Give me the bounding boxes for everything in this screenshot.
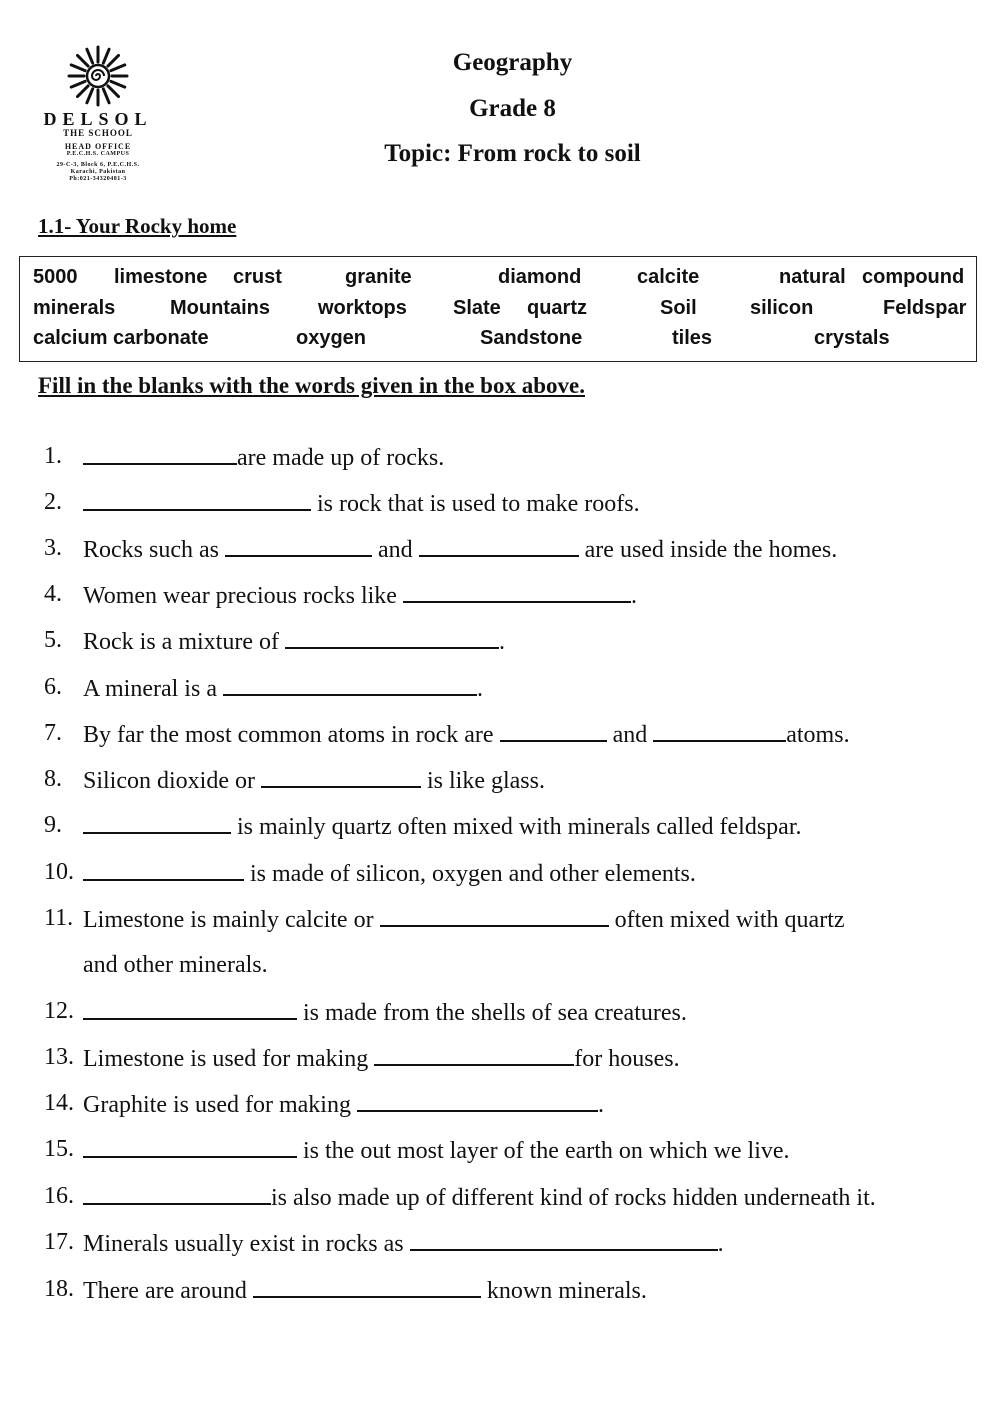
question-text: There are around known minerals. — [83, 1274, 647, 1306]
logo-campus: P.E.C.H.S. CAMPUS — [66, 151, 130, 157]
word-item: calcium carbonate — [33, 327, 209, 349]
logo-address-2: Karachi, Pakistan — [70, 169, 126, 175]
word-item: minerals — [33, 297, 116, 319]
answer-blank[interactable] — [83, 441, 237, 465]
sun-spiral-icon — [66, 44, 130, 108]
question-number: 5. — [44, 627, 62, 653]
answer-blank[interactable] — [253, 1274, 481, 1298]
question-text: Minerals usually exist in rocks as . — [83, 1227, 724, 1259]
word-item: granite — [345, 266, 412, 288]
word-item: tiles — [672, 327, 713, 349]
word-item: worktops — [318, 297, 407, 319]
question-number: 11. — [44, 905, 74, 931]
answer-blank[interactable] — [419, 533, 579, 557]
word-box — [19, 256, 977, 362]
school-logo — [36, 44, 160, 183]
logo-address-1: 29-C-3, Block 6, P.E.C.H.S. — [56, 162, 140, 168]
question-text: Limestone is mainly calcite or often mixed with quartz — [83, 903, 845, 935]
question-number: 3. — [44, 535, 62, 561]
answer-blank[interactable] — [83, 996, 297, 1020]
question-number: 17. — [44, 1229, 74, 1255]
question-text: is made of silicon, oxygen and other elements. — [83, 857, 696, 889]
answer-blank[interactable] — [403, 579, 631, 603]
question-text: are made up of rocks. — [83, 441, 444, 473]
grade-title: Grade 8 — [469, 95, 556, 122]
answer-blank[interactable] — [83, 857, 244, 881]
subject-title: Geography — [452, 49, 573, 76]
question-text: Women wear precious rocks like . — [83, 579, 637, 611]
question-number: 2. — [44, 489, 62, 515]
question-text: Rocks such as and are used inside the homes. — [83, 533, 837, 565]
answer-blank[interactable] — [83, 1181, 271, 1205]
question-text: and other minerals. — [83, 952, 268, 978]
question-text: is made from the shells of sea creatures. — [83, 996, 687, 1028]
question-number: 16. — [44, 1183, 74, 1209]
question-number: 14. — [44, 1090, 74, 1116]
question-text: is rock that is used to make roofs. — [83, 487, 640, 519]
question-number: 6. — [44, 674, 62, 700]
word-item: silicon — [750, 297, 814, 319]
question-text: is the out most layer of the earth on which we live. — [83, 1134, 790, 1166]
question-number: 15. — [44, 1136, 74, 1162]
answer-blank[interactable] — [83, 1134, 297, 1158]
word-item: Soil — [660, 297, 697, 319]
answer-blank[interactable] — [223, 672, 477, 696]
answer-blank[interactable] — [410, 1227, 718, 1251]
answer-blank[interactable] — [653, 718, 786, 742]
word-item: limestone — [114, 266, 208, 288]
word-item: Sandstone — [480, 327, 583, 349]
question-text: Rock is a mixture of . — [83, 625, 505, 657]
word-item: oxygen — [296, 327, 367, 349]
word-item: Feldspar — [883, 297, 967, 319]
question-number: 1. — [44, 443, 62, 469]
section-title: 1.1- Your Rocky home — [38, 214, 237, 238]
question-text: By far the most common atoms in rock are and atoms. — [83, 718, 850, 750]
logo-office: HEAD OFFICE — [64, 142, 132, 151]
instruction: Fill in the blanks with the words given in the box above. — [38, 373, 585, 398]
question-text: Graphite is used for making . — [83, 1088, 604, 1120]
answer-blank[interactable] — [357, 1088, 598, 1112]
answer-blank[interactable] — [500, 718, 607, 742]
question-number: 8. — [44, 766, 62, 792]
question-number: 13. — [44, 1044, 74, 1070]
word-item: diamond — [498, 266, 582, 288]
logo-school: THE SCHOOL — [63, 128, 133, 138]
answer-blank[interactable] — [83, 487, 311, 511]
question-text: is mainly quartz often mixed with minerals called feldspar. — [83, 810, 802, 842]
question-text: A mineral is a . — [83, 672, 483, 704]
word-item: quartz — [527, 297, 587, 319]
question-text: is also made up of different kind of rocks hidden underneath it. — [83, 1181, 876, 1213]
answer-blank[interactable] — [261, 764, 421, 788]
answer-blank[interactable] — [285, 625, 499, 649]
word-item: crust — [233, 266, 282, 288]
logo-phone: Ph:021-34320481-3 — [69, 176, 127, 182]
question-number: 4. — [44, 581, 62, 607]
question-number: 18. — [44, 1276, 74, 1302]
word-item: calcite — [637, 266, 700, 288]
answer-blank[interactable] — [83, 810, 231, 834]
question-text: Silicon dioxide or is like glass. — [83, 764, 545, 796]
word-item: natural — [779, 266, 846, 288]
answer-blank[interactable] — [380, 903, 609, 927]
answer-blank[interactable] — [374, 1042, 574, 1066]
logo-brand: DELSOL — [43, 109, 153, 129]
topic-title: Topic: From rock to soil — [384, 140, 641, 167]
word-item: Mountains — [170, 297, 270, 319]
question-number: 9. — [44, 812, 62, 838]
word-item: 5000 — [33, 266, 78, 288]
question-number: 12. — [44, 998, 74, 1024]
question-text: Limestone is used for making for houses. — [83, 1042, 680, 1074]
word-item: compound — [862, 266, 965, 288]
question-number: 7. — [44, 720, 62, 746]
answer-blank[interactable] — [225, 533, 372, 557]
word-item: Slate — [453, 297, 501, 319]
word-item: crystals — [814, 327, 890, 349]
question-number: 10. — [44, 859, 74, 885]
